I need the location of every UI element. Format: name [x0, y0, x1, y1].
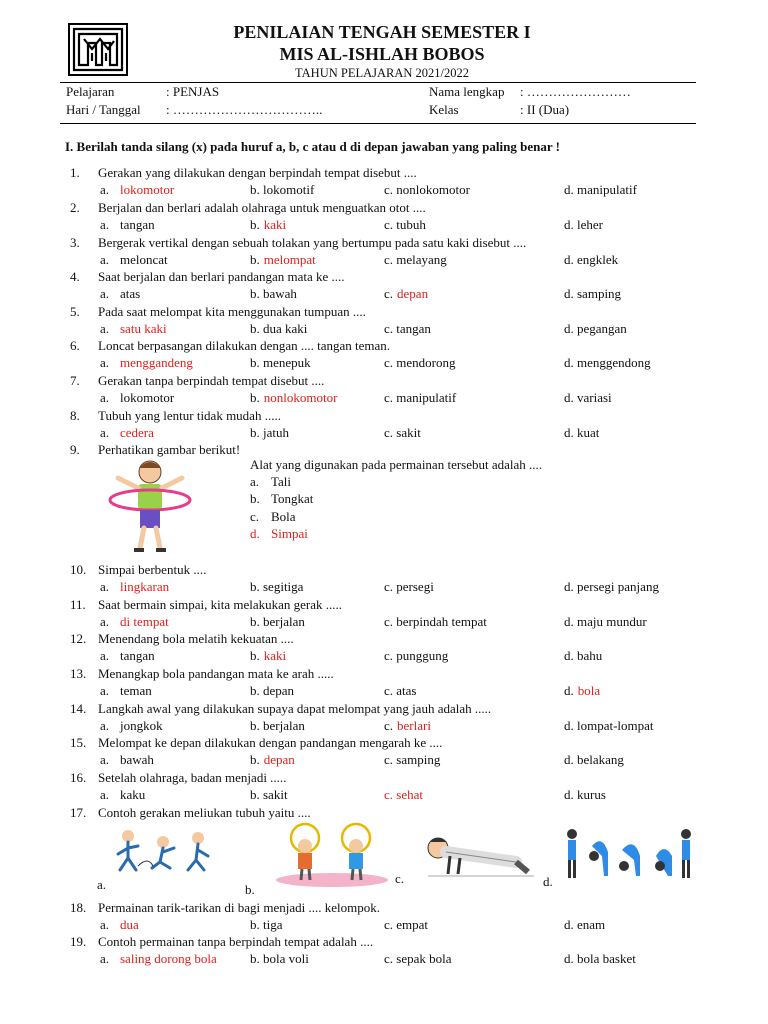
option-letter: b. [250, 252, 260, 267]
option-text: d. engklek [564, 252, 619, 267]
q7-option-c[interactable] [384, 390, 456, 406]
class-value: : II (Dua) [520, 102, 570, 117]
q12-option-a[interactable] [100, 648, 155, 664]
name-label: Nama lengkap [429, 84, 505, 99]
option-text: d. bola basket [564, 951, 636, 966]
option-letter: a. [100, 951, 110, 966]
kids-bending-image [564, 826, 694, 886]
option-text: c. mendorong [384, 355, 456, 370]
question-text: Bergerak vertikal dengan sebuah tolakan yang bertumpu pada satu kaki disebut .... [98, 235, 527, 250]
question-number: 6. [70, 338, 80, 353]
question-2 [70, 200, 426, 216]
question-18 [70, 900, 380, 916]
q18-option-a[interactable] [100, 917, 139, 933]
option-text: c. empat [384, 917, 429, 932]
option-text: b. depan [250, 683, 295, 698]
q1-option-a[interactable] [100, 182, 174, 198]
question-11 [70, 597, 342, 613]
q15-option-d[interactable] [564, 752, 624, 768]
exam-title: PENILAIAN TENGAH SEMESTER I [233, 22, 531, 42]
school-logo [68, 23, 128, 76]
option-text: d. maju mundur [564, 614, 647, 629]
q9-option-c-letter[interactable]: c. [250, 509, 260, 524]
q5-option-b[interactable] [250, 321, 307, 337]
q9-option-a: Tali [271, 474, 292, 489]
option-letter: a. [100, 648, 110, 663]
q13-option-b[interactable] [250, 683, 294, 699]
option-text: b. lokomotif [250, 182, 315, 197]
subject-value: : PENJAS [166, 84, 220, 99]
question-text: Saat bermain simpai, kita melakukan gerak ..... [98, 597, 343, 612]
option-text: c. berpindah tempat [384, 614, 487, 629]
date-value: : …………………………….. [166, 102, 323, 117]
option-text: b. tiga [250, 917, 283, 932]
class-label: Kelas [429, 102, 459, 117]
option-text: c. persegi [384, 579, 434, 594]
q7-option-a[interactable] [100, 390, 174, 406]
option-letter: a. [100, 752, 110, 767]
q1-option-d[interactable] [564, 182, 637, 198]
q10-option-a[interactable] [100, 579, 169, 595]
q9-prompt: Alat yang digunakan pada permainan tersebut adalah .... [250, 457, 543, 472]
question-text: Pada saat melompat kita menggunakan tumpuan .... [98, 304, 366, 319]
q3-option-b[interactable] [250, 252, 316, 268]
q18-option-d[interactable] [564, 917, 605, 933]
question-text: Berjalan dan berlari adalah olahraga untuk menguatkan otot .... [98, 200, 426, 215]
option-text: d. persegi panjang [564, 579, 659, 594]
school-name: MIS AL-ISHLAH BOBOS [279, 44, 485, 64]
option-text: d. manipulatif [564, 182, 637, 197]
question-number: 11. [70, 597, 86, 612]
q13-option-d[interactable] [564, 683, 600, 699]
boy-pushup-image [420, 832, 536, 882]
option-letter: a. [100, 286, 110, 301]
q10-option-b[interactable] [250, 579, 303, 595]
q17-label-c[interactable]: c. [395, 871, 405, 886]
option-letter: b. [250, 390, 260, 405]
question-1 [70, 165, 417, 181]
q9-option-b-letter[interactable]: b. [250, 491, 260, 506]
q18-option-b[interactable] [250, 917, 283, 933]
question-text: Contoh gerakan meliukan tubuh yaitu .... [98, 805, 311, 820]
q12-option-c[interactable] [384, 648, 448, 664]
question-number: 3. [70, 235, 80, 250]
question-text: Gerakan yang dilakukan dengan berpindah tempat disebut .... [98, 165, 417, 180]
q3-option-d[interactable] [564, 252, 618, 268]
q19-option-c[interactable] [384, 951, 452, 967]
option-text: b. bola voli [250, 951, 309, 966]
q3-option-a[interactable] [100, 252, 168, 268]
q9-option-a-letter[interactable]: a. [250, 474, 260, 489]
question-5 [70, 304, 366, 320]
q16-option-b[interactable] [250, 787, 288, 803]
q8-option-b[interactable] [250, 425, 289, 441]
q17-label-a[interactable]: a. [97, 877, 107, 892]
q2-option-c[interactable] [384, 217, 426, 233]
question-text: Simpai berbentuk .... [98, 562, 207, 577]
q18-option-c[interactable] [384, 917, 428, 933]
question-15 [70, 735, 442, 751]
option-text: c. manipulatif [384, 390, 457, 405]
option-text: b. menepuk [250, 355, 311, 370]
q14-option-d[interactable] [564, 718, 654, 734]
question-text: Setelah olahraga, badan menjadi ..... [98, 770, 287, 785]
question-number: 14. [70, 701, 87, 716]
question-number: 15. [70, 735, 87, 750]
question-number: 1. [70, 165, 80, 180]
option-text: c. sepak bola [384, 951, 452, 966]
question-10 [70, 562, 206, 578]
q7-option-b[interactable] [250, 390, 337, 406]
kids-jumping-image [108, 826, 218, 881]
option-text: melompat [263, 252, 316, 267]
question-number: 5. [70, 304, 80, 319]
q2-option-d[interactable] [564, 217, 603, 233]
q16-option-c[interactable] [384, 787, 423, 803]
option-text: d. variasi [564, 390, 612, 405]
subject-label: Pelajaran [66, 84, 115, 99]
academic-year: TAHUN PELAJARAN 2021/2022 [295, 66, 469, 80]
question-19 [70, 934, 373, 950]
option-text: b. jatuh [250, 425, 289, 440]
option-letter: d. [564, 683, 574, 698]
option-text: nonlokomotor [263, 390, 338, 405]
option-text: c. punggung [384, 648, 449, 663]
q6-option-d[interactable] [564, 355, 651, 371]
q15-option-b[interactable] [250, 752, 295, 768]
option-letter: a. [100, 718, 110, 733]
question-number: 9. [70, 442, 80, 457]
question-number: 12. [70, 631, 87, 646]
option-letter: a. [100, 355, 110, 370]
question-14 [70, 701, 491, 717]
option-text: d. leher [564, 217, 603, 232]
option-text: d. pegangan [564, 321, 627, 336]
question-number: 16. [70, 770, 87, 785]
option-letter: a. [100, 683, 110, 698]
question-text: Loncat berpasangan dilakukan dengan .... tangan teman. [98, 338, 391, 353]
option-text: d. samping [564, 286, 622, 301]
option-text: c. nonlokomotor [384, 182, 470, 197]
question-13 [70, 666, 334, 682]
question-number: 17. [70, 805, 87, 820]
option-text: lokomotor [120, 390, 175, 405]
option-text: meloncat [120, 252, 168, 267]
option-text: saling dorong bola [120, 951, 217, 966]
question-7 [70, 373, 324, 389]
q1-option-b[interactable] [250, 182, 314, 198]
q14-option-b[interactable] [250, 718, 305, 734]
q4-option-a[interactable] [100, 286, 140, 302]
question-number: 4. [70, 269, 80, 284]
option-text: d. bahu [564, 648, 603, 663]
q2-option-b[interactable] [250, 217, 286, 233]
question-number: 19. [70, 934, 87, 949]
q12-option-b[interactable] [250, 648, 286, 664]
q19-option-a[interactable] [100, 951, 217, 967]
option-letter: a. [100, 182, 110, 197]
option-letter: b. [250, 217, 260, 232]
option-text: depan [397, 286, 429, 301]
question-text: Permainan tarik-tarikan di bagi menjadi .... kelompok. [98, 900, 380, 915]
q9-option-b: Tongkat [271, 491, 314, 506]
option-text: tangan [120, 217, 155, 232]
option-letter: a. [100, 425, 110, 440]
option-letter: b. [250, 752, 260, 767]
question-number: 7. [70, 373, 80, 388]
option-text: c. sakit [384, 425, 421, 440]
q11-option-a[interactable] [100, 614, 169, 630]
q9-option-d: Simpai [271, 526, 308, 541]
q9-option-d-letter[interactable]: d. [250, 526, 260, 541]
q17-label-d[interactable]: d. [543, 874, 553, 889]
question-number: 18. [70, 900, 87, 915]
question-17 [70, 805, 311, 821]
q12-option-d[interactable] [564, 648, 602, 664]
q14-option-a[interactable] [100, 718, 163, 734]
q16-option-a[interactable] [100, 787, 145, 803]
question-number: 10. [70, 562, 87, 577]
q11-option-d[interactable] [564, 614, 647, 630]
option-text: kaki [263, 217, 287, 232]
question-text: Saat berjalan dan berlari pandangan mata ke .... [98, 269, 345, 284]
option-text: cedera [120, 425, 154, 440]
question-number: 8. [70, 408, 80, 423]
option-text: di tempat [120, 614, 169, 629]
info-divider [60, 123, 696, 124]
q6-option-c[interactable] [384, 355, 455, 371]
q8-option-a[interactable] [100, 425, 154, 441]
q5-option-c[interactable] [384, 321, 431, 337]
q17-label-b[interactable]: b. [245, 882, 255, 897]
option-text: dua [120, 917, 139, 932]
header-divider [60, 82, 696, 83]
option-text: depan [263, 752, 295, 767]
option-text: c. atas [384, 683, 417, 698]
option-letter: b. [250, 648, 260, 663]
option-text: b. segitiga [250, 579, 304, 594]
q10-option-d[interactable] [564, 579, 659, 595]
question-text: Gerakan tanpa berpindah tempat disebut .... [98, 373, 325, 388]
boy-hula-hoop-image [104, 454, 194, 554]
q4-option-d[interactable] [564, 286, 621, 302]
question-text: Melompat ke depan dilakukan dengan pandangan mengarah ke .... [98, 735, 443, 750]
option-text: menggandeng [120, 355, 193, 370]
option-text: d. enam [564, 917, 606, 932]
q15-option-a[interactable] [100, 752, 154, 768]
option-text: bola [577, 683, 601, 698]
option-text: b. dua kaki [250, 321, 308, 336]
q16-option-d[interactable] [564, 787, 606, 803]
question-text: Contoh permainan tanpa berpindah tempat adalah .... [98, 934, 374, 949]
q2-option-a[interactable] [100, 217, 155, 233]
option-text: c. tubuh [384, 217, 426, 232]
q4-option-c[interactable] [384, 286, 428, 302]
q10-option-c[interactable] [384, 579, 434, 595]
question-6 [70, 338, 390, 354]
question-number: 13. [70, 666, 87, 681]
q5-option-a[interactable] [100, 321, 167, 337]
option-text: c. sehat [384, 787, 423, 802]
question-16 [70, 770, 286, 786]
option-text: d. menggendong [564, 355, 651, 370]
option-letter: c. [384, 718, 394, 733]
section-instruction: I. Berilah tanda silang (x) pada huruf a, b, c atau d di depan jawaban yang paling benar ! [65, 139, 560, 154]
question-text: Menangkap bola pandangan mata ke arah ..... [98, 666, 334, 681]
question-text: Langkah awal yang dilakukan supaya dapat melompat yang jauh adalah ..... [98, 701, 492, 716]
option-text: satu kaki [120, 321, 167, 336]
q19-option-b[interactable] [250, 951, 309, 967]
q1-option-c[interactable] [384, 182, 470, 198]
option-text: teman [120, 683, 152, 698]
option-letter: c. [384, 286, 394, 301]
option-letter: a. [100, 579, 110, 594]
option-text: b. berjalan [250, 614, 305, 629]
option-text: b. berjalan [250, 718, 305, 733]
question-3 [70, 235, 526, 251]
question-12 [70, 631, 294, 647]
date-label: Hari / Tanggal [66, 102, 141, 117]
question-4 [70, 269, 345, 285]
option-letter: a. [100, 321, 110, 336]
q6-option-b[interactable] [250, 355, 311, 371]
q7-option-d[interactable] [564, 390, 612, 406]
option-text: c. melayang [384, 252, 447, 267]
option-text: d. belakang [564, 752, 624, 767]
question-text: Perhatikan gambar berikut! [98, 442, 241, 457]
q4-option-b[interactable] [250, 286, 297, 302]
option-letter: a. [100, 390, 110, 405]
option-letter: a. [100, 252, 110, 267]
option-letter: a. [100, 917, 110, 932]
q5-option-d[interactable] [564, 321, 627, 337]
option-text: kaki [263, 648, 287, 663]
q13-option-a[interactable] [100, 683, 152, 699]
question-text: Menendang bola melatih kekuatan .... [98, 631, 294, 646]
q14-option-c[interactable] [384, 718, 431, 734]
question-number: 2. [70, 200, 80, 215]
option-text: c. tangan [384, 321, 431, 336]
option-text: c. samping [384, 752, 441, 767]
option-letter: a. [100, 217, 110, 232]
q9-option-c: Bola [271, 509, 296, 524]
q8-option-d[interactable] [564, 425, 599, 441]
option-text: b. bawah [250, 286, 297, 301]
q6-option-a[interactable] [100, 355, 193, 371]
q19-option-d[interactable] [564, 951, 636, 967]
q13-option-c[interactable] [384, 683, 416, 699]
option-text: d. lompat-lompat [564, 718, 654, 733]
q11-option-c[interactable] [384, 614, 487, 630]
question-8 [70, 408, 281, 424]
option-letter: a. [100, 787, 110, 802]
option-text: kaku [120, 787, 146, 802]
q11-option-b[interactable] [250, 614, 305, 630]
name-value: : …………………… [520, 84, 631, 99]
q3-option-c[interactable] [384, 252, 447, 268]
question-text: Tubuh yang lentur tidak mudah ..... [98, 408, 281, 423]
option-text: lingkaran [120, 579, 170, 594]
option-text: lokomotor [120, 182, 175, 197]
q15-option-c[interactable] [384, 752, 440, 768]
q8-option-c[interactable] [384, 425, 421, 441]
option-text: d. kurus [564, 787, 606, 802]
option-text: berlari [397, 718, 431, 733]
option-text: jongkok [120, 718, 163, 733]
option-letter: a. [100, 614, 110, 629]
option-text: d. kuat [564, 425, 600, 440]
option-text: tangan [120, 648, 155, 663]
option-text: bawah [120, 752, 154, 767]
option-text: atas [120, 286, 141, 301]
option-text: b. sakit [250, 787, 288, 802]
kids-hoops-image [272, 822, 392, 888]
